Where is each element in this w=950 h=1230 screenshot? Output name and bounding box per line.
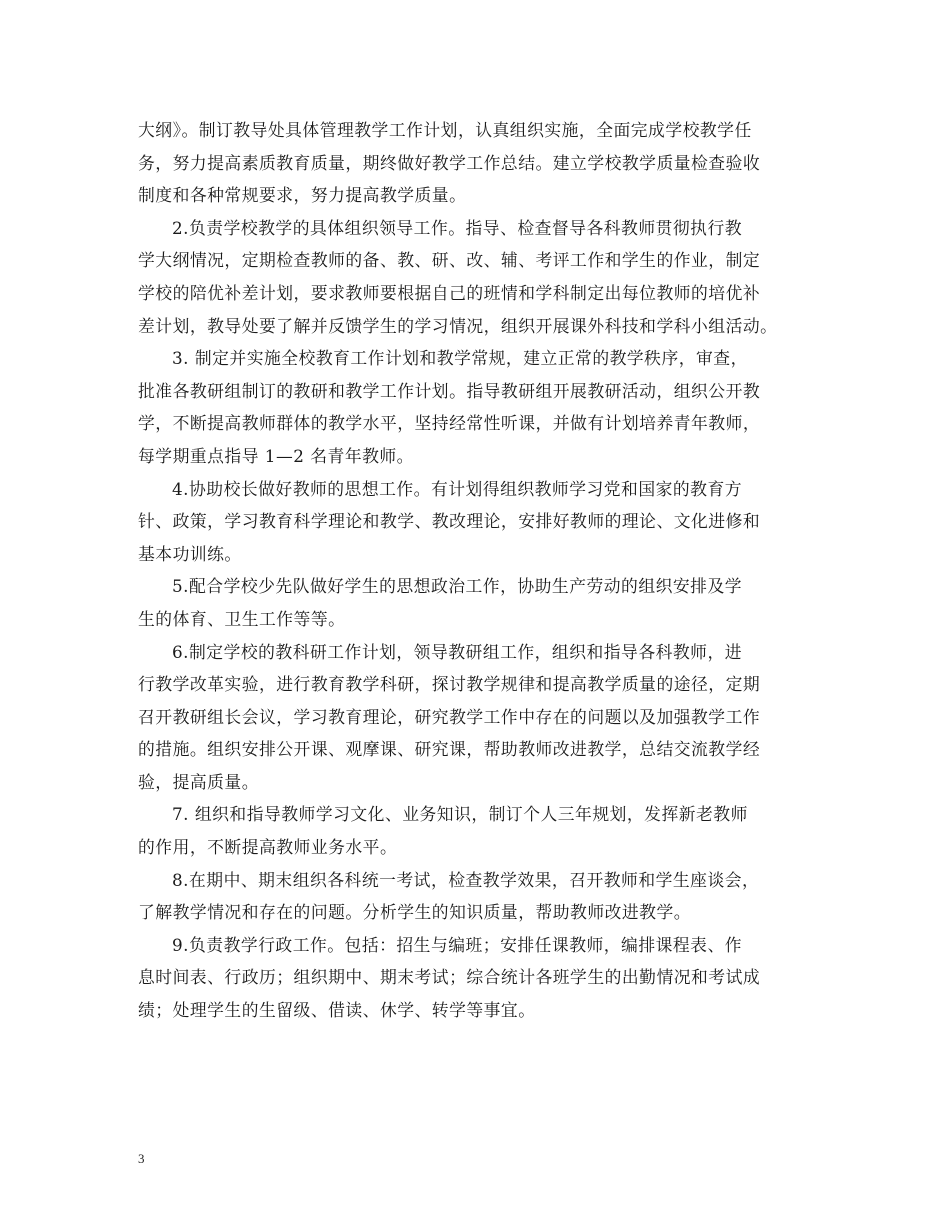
- paragraph: [138, 929, 816, 1027]
- paragraph-line: 学大纲情况，定期检查教师的备、教、研、改、辅、考评工作和学生的作业，制定: [138, 250, 761, 271]
- paragraph: [138, 473, 816, 571]
- paragraph-line: 制度和各种常规要求，努力提高教学质量。: [138, 185, 467, 206]
- paragraph-line: 6.制定学校的教科研工作计划，领导教研组工作，组织和指导各科教师，进: [172, 641, 743, 662]
- page-number: 3: [138, 1151, 145, 1166]
- paragraph: [138, 864, 816, 929]
- paragraph-line: 大纲》。制订教导处具体管理教学工作计划，认真组织实施，全面完成学校教学任: [138, 120, 752, 140]
- paragraph-line: 绩；处理学生的生留级、借读、休学、转学等事宜。: [138, 1000, 536, 1021]
- paragraph-line: 7. 组织和指导教师学习文化、业务知识，制订个人三年规划，发挥新老教师: [172, 804, 748, 825]
- paragraph-line: 9.负责教学行政工作。包括：招生与编班；安排任课教师，编排课程表、作: [172, 934, 743, 955]
- paragraph: [138, 570, 816, 635]
- paragraph-line: 2.负责学校教学的具体组织领导工作。指导、检查督导各科教师贯彻执行教: [172, 217, 743, 238]
- paragraph-line: 5.配合学校少先队做好学生的思想政治工作，协助生产劳动的组织安排及学: [172, 576, 743, 597]
- paragraph-line: 的措施。组织安排公开课、观摩课、研究课，帮助教师改进教学，总结交流教学经: [138, 739, 761, 760]
- paragraph-line: 3. 制定并实施全校教育工作计划和教学常规，建立正常的教学秩序，审查，: [172, 348, 748, 369]
- paragraph: [138, 212, 816, 342]
- paragraph-line: 了解教学情况和存在的问题。分析学生的知识质量，帮助教师改进教学。: [138, 902, 692, 923]
- paragraph-line: 每学期重点指导 1—2 名青年教师。: [138, 445, 414, 466]
- paragraph-line: 学校的陪优补差计划，要求教师要根据自己的班情和学科制定出每位教师的培优补: [138, 282, 761, 303]
- paragraph-line: 差计划，教导处要了解并反馈学生的学习情况，组织开展课外科技和学科小组活动。: [138, 315, 778, 336]
- paragraph: [138, 114, 816, 212]
- paragraph-line: 针、政策，学习教育科学理论和教学、教改理论，安排好教师的理论、文化进修和: [138, 511, 761, 532]
- paragraph-line: 学，不断提高教师群体的教学水平，坚持经常性听课，并做有计划培养青年教师，: [138, 413, 761, 434]
- paragraph-line: 4.协助校长做好教师的思想工作。有计划得组织教师学习党和国家的教育方: [172, 478, 743, 499]
- paragraph: [138, 636, 816, 799]
- paragraph-line: 的作用，不断提高教师业务水平。: [138, 837, 398, 858]
- document-body: [138, 114, 816, 1027]
- paragraph-line: 召开教研组长会议，学习教育理论，研究教学工作中存在的问题以及加强教学工作: [138, 706, 761, 727]
- paragraph-line: 8.在期中、期末组织各科统一考试，检查教学效果，召开教师和学生座谈会，: [172, 869, 760, 890]
- paragraph-line: 基本功训练。: [138, 543, 242, 564]
- paragraph-line: 验，提高质量。: [138, 771, 259, 792]
- paragraph-line: 息时间表、行政历；组织期中、期末考试；综合统计各班学生的出勤情况和考试成: [138, 967, 761, 988]
- paragraph: [138, 342, 816, 472]
- paragraph-line: 生的体育、卫生工作等等。: [138, 608, 346, 629]
- paragraph-line: 行教学改革实验，进行教育教学科研，探讨教学规律和提高教学质量的途径，定期: [138, 674, 761, 695]
- paragraph-line: 务，努力提高素质教育质量，期终做好教学工作总结。建立学校教学质量检查验收: [138, 152, 761, 173]
- paragraph-line: 批准各教研组制订的教研和教学工作计划。指导教研组开展教研活动，组织公开教: [138, 380, 761, 401]
- paragraph: [138, 798, 816, 863]
